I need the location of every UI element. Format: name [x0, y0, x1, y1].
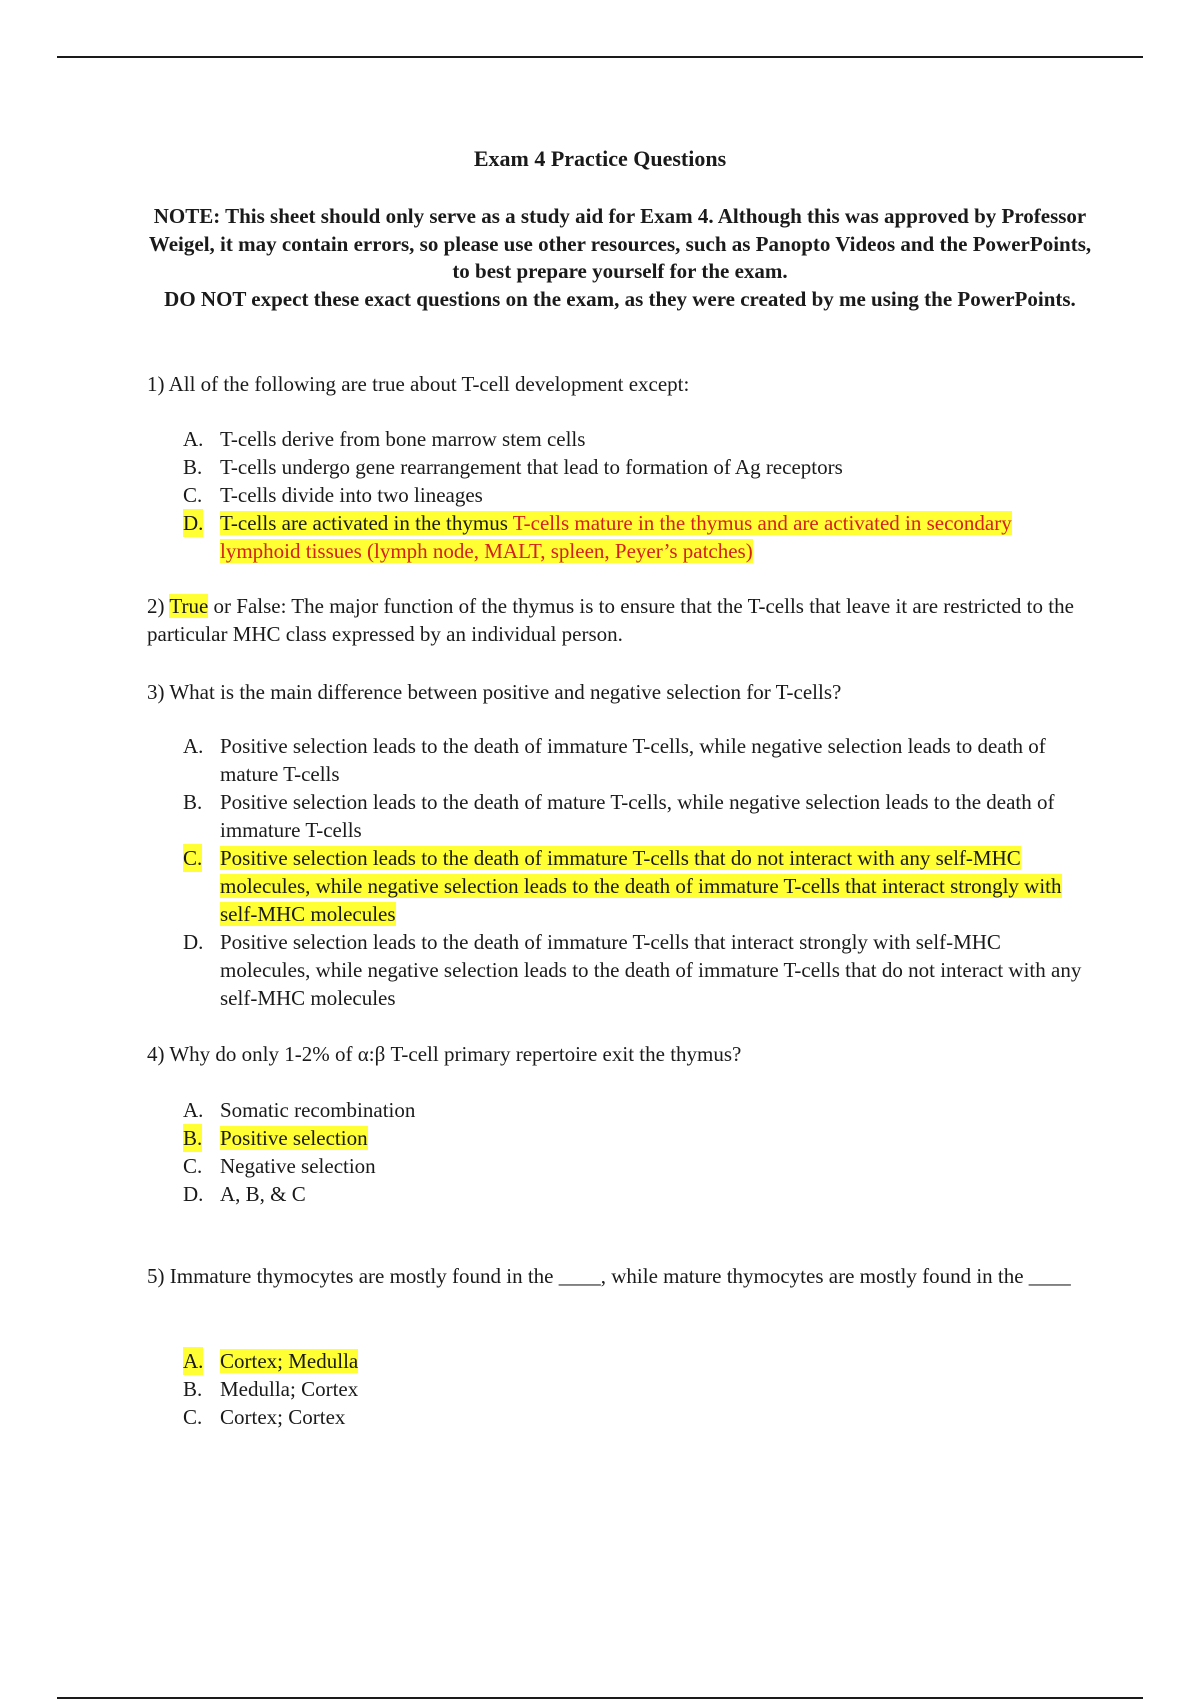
option-letter: D.: [183, 511, 204, 535]
option-item: [183, 481, 1093, 509]
study-note: [140, 203, 1100, 313]
option-letter: C.: [183, 846, 203, 870]
option-item: [183, 732, 1093, 788]
option-text: Positive selection leads to the death of immature T-cells, while negative selection leads to death of mature T-cells: [220, 734, 1046, 786]
option-letter: D.: [183, 930, 204, 954]
option-item: [183, 1096, 1093, 1124]
option-item: [183, 788, 1093, 844]
option-item: [183, 1375, 1093, 1403]
option-text: A, B, & C: [220, 1182, 306, 1206]
option-text: Cortex; Cortex: [220, 1405, 346, 1429]
option-letter: A.: [183, 1098, 204, 1122]
option-item: [183, 1403, 1093, 1431]
option-letter: A.: [183, 1349, 204, 1373]
option-item-answer: [183, 509, 1093, 565]
answer-explanation: T-cells mature in the thymus and are activated in secondary lymphoid tissues (lymph node, MALT, spleen, Peyer’s patches): [220, 511, 1012, 563]
option-letter: B.: [183, 1377, 203, 1401]
question-1-options: [183, 425, 1093, 565]
option-letter: D.: [183, 1182, 204, 1206]
option-text: Somatic recombination: [220, 1098, 416, 1122]
question-1-stem: 1) All of the following are true about T-cell development except:: [147, 372, 690, 396]
option-text: Medulla; Cortex: [220, 1377, 359, 1401]
option-item-answer: [183, 844, 1093, 928]
option-letter: A.: [183, 427, 204, 451]
question-2-stem: [147, 592, 1107, 648]
option-text: Positive selection: [220, 1126, 368, 1150]
option-text: Positive selection leads to the death of immature T-cells that do not interact with any self-MHC molecules, while negative selection leads to the death of immature T-cells that interact strongly with self-MHC molecules: [220, 846, 1062, 926]
option-text: Positive selection leads to the death of mature T-cells, while negative selection leads to the death of immature T-cells: [220, 790, 1055, 842]
option-text: T-cells derive from bone marrow stem cells: [220, 427, 586, 451]
option-item-answer: [183, 1347, 1093, 1375]
page-title: Exam 4 Practice Questions: [473, 146, 727, 171]
question-3-stem: 3) What is the main difference between positive and negative selection for T-cells?: [147, 680, 842, 704]
option-letter: C.: [183, 1405, 203, 1429]
question-4-options: [183, 1096, 1093, 1208]
option-text: Positive selection leads to the death of immature T-cells that interact strongly with self-MHC molecules, while negative selection leads to the death of immature T-cells that do not interact with any self-MHC molecules: [220, 930, 1082, 1010]
option-letter: C.: [183, 483, 203, 507]
bottom-rule: [57, 1697, 1143, 1699]
option-text: T-cells are activated in the thymus: [220, 511, 508, 535]
option-item-answer: [183, 1124, 1093, 1152]
question-4-stem: 4) Why do only 1-2% of α:β T-cell primary repertoire exit the thymus?: [147, 1042, 742, 1066]
option-letter: B.: [183, 790, 203, 814]
question-5-options: [183, 1347, 1093, 1431]
question-2-number: 2): [147, 594, 170, 618]
option-letter: A.: [183, 734, 204, 758]
option-text: Cortex; Medulla: [220, 1349, 359, 1373]
option-text: T-cells undergo gene rearrangement that lead to formation of Ag receptors: [220, 455, 843, 479]
option-letter: B.: [183, 1126, 203, 1150]
question-2-answer: True: [169, 594, 209, 618]
question-2-text: or False: The major function of the thymus is to ensure that the T-cells that leave it are restricted to the particular MHC class expressed by an individual person.: [147, 594, 1074, 646]
option-text: Negative selection: [220, 1154, 376, 1178]
question-5-stem: 5) Immature thymocytes are mostly found in the ____, while mature thymocytes are mostly found in the ____: [147, 1264, 1071, 1288]
question-3-options: [183, 732, 1093, 1012]
option-letter: C.: [183, 1154, 203, 1178]
note-line-2: DO NOT expect these exact questions on the exam, as they were created by me using the PowerPoints.: [164, 286, 1076, 311]
note-line-1: NOTE: This sheet should only serve as a study aid for Exam 4. Although this was approved by Professor Weigel, it may contain errors, so please use other resources, such as Panopto Videos and the PowerPoints, to best prepare yourself for the exam.: [148, 204, 1092, 283]
option-letter: B.: [183, 455, 203, 479]
top-rule: [57, 56, 1143, 58]
option-item: [183, 453, 1093, 481]
option-item: [183, 425, 1093, 453]
option-text: T-cells divide into two lineages: [220, 483, 483, 507]
option-item: [183, 1152, 1093, 1180]
option-item: [183, 928, 1093, 1012]
option-item: [183, 1180, 1093, 1208]
